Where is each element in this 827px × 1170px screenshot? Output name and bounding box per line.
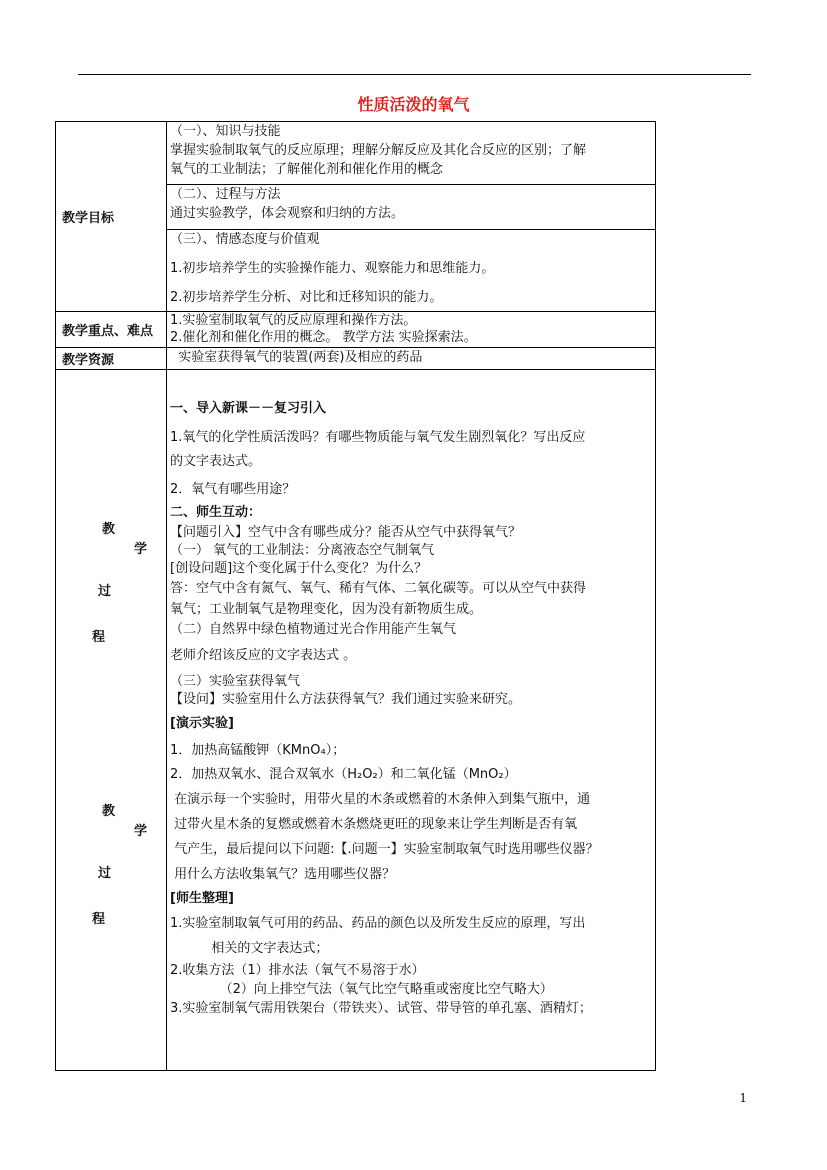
process-line: [师生整理] [170, 891, 234, 906]
goals-attitude-heading: （三）、情感态度与价值观 [170, 232, 320, 247]
process-label-char: 学 [134, 542, 148, 557]
process-label-char: 过 [98, 866, 112, 881]
process-label-char: 过 [98, 584, 112, 599]
goals-attitude-line: 1.初步培养学生的实验操作能力、观察能力和思维能力。 [170, 261, 495, 276]
process-line: 1.氧气的化学性质活泼吗？有哪些物质能与氧气发生剧烈氧化？写出反应 [170, 430, 586, 445]
process-line: [创设问题]这个变化属于什么变化？为什么？ [170, 561, 428, 576]
process-label-char: 教 [102, 804, 116, 819]
process-line: 过带火星木条的复燃或燃着木条燃烧更旺的现象来让学生判断是否有氧 [170, 817, 578, 832]
process-line: [演示实验] [170, 716, 234, 731]
goals-label: 教学目标 [56, 122, 167, 312]
key-points-label: 教学重点、难点 [56, 312, 167, 348]
process-line: 一、导入新课－－复习引入 [170, 401, 327, 416]
process-line: 【问题引入】空气中含有哪些成分？能否从空气中获得氧气？ [170, 525, 522, 540]
key-points-line: 2.催化剂和催化作用的概念。 教学方法 实验探索法。 [170, 330, 477, 345]
process-line: 在演示每一个实验时，用带火星的木条或燃着的木条伸入到集气瓶中，通 [170, 792, 591, 807]
lesson-plan-table [55, 121, 656, 1071]
process-label-char: 教 [102, 522, 116, 537]
process-line: 氧气；工业制氧气是物理变化，因为没有新物质生成。 [170, 602, 483, 617]
header-rule [78, 74, 751, 75]
resources-text: 实验室获得氧气的装置(两套)及相应的药品 [170, 350, 423, 365]
process-line: 1．加热高锰酸钾（KMnO₄）； [170, 743, 346, 758]
process-line: 气产生，最后提问以下问题:【.问题一】实验室制取氧气时选用哪些仪器？ [170, 842, 599, 857]
process-line: 相关的文字表达式； [170, 941, 329, 956]
process-line: （三）实验室获得氧气 [170, 674, 301, 689]
goals-process-heading: （二）、过程与方法 [170, 187, 281, 202]
process-row [56, 370, 656, 1071]
resources-label: 教学资源 [56, 348, 167, 370]
process-line: 二、师生互动： [170, 505, 262, 520]
process-line: 用什么方法收集氧气？选用哪些仪器？ [170, 867, 396, 882]
page-number: 1 [739, 1091, 747, 1105]
process-line: 的文字表达式。 [170, 454, 262, 469]
goals-knowledge-row [56, 122, 656, 185]
process-line: 3.实验室制氧气需用铁架台（带铁夹）、试管、带导管的单孔塞、酒精灯； [170, 1001, 592, 1016]
process-line: 2．氧气有哪些用途？ [170, 482, 296, 497]
process-line: 1.实验室制取氧气可用的药品、药品的颜色以及所发生反应的原理，写出 [170, 916, 586, 931]
process-label-char: 程 [92, 912, 106, 927]
process-line: 【设问】实验室用什么方法获得氧气？我们通过实验来研究。 [170, 692, 522, 707]
process-line: （二）自然界中绿色植物通过光合作用能产生氧气 [170, 622, 457, 637]
process-line: 老师介绍该反应的文字表达式 。 [170, 648, 357, 663]
goals-attitude-line: 2.初步培养学生分析、对比和迁移知识的能力。 [170, 290, 443, 305]
process-label-char: 学 [134, 824, 148, 839]
goals-process-line: 通过实验教学，体会观察和归纳的方法。 [170, 206, 405, 221]
process-line: （一） 氧气的工业制法：分离液态空气制氧气 [170, 543, 435, 558]
goals-knowledge-line: 氧气的工业制法；了解催化剂和催化作用的概念 [170, 162, 444, 177]
goals-knowledge-heading: （一）、知识与技能 [170, 124, 281, 139]
process-line: 2．加热双氧水、混合双氧水（H₂O₂）和二氧化锰（MnO₂） [170, 767, 517, 782]
process-label-char: 程 [92, 630, 106, 645]
process-line: 答：空气中含有氮气、氧气、稀有气体、二氧化碳等。可以从空气中获得 [170, 581, 587, 596]
goals-knowledge-line: 掌握实验制取氧气的反应原理；理解分解反应及其化合反应的区别；了解 [170, 143, 587, 158]
key-points-line: 1.实验室制取氧气的反应原理和操作方法。 [170, 313, 417, 328]
resources-row [56, 348, 656, 370]
key-points-row [56, 312, 656, 348]
document-title: 性质活泼的氧气 [357, 95, 470, 114]
process-line: 2.收集方法（1）排水法（氧气不易溶于水） [170, 963, 425, 978]
process-line: （2）向上排空气法（氧气比空气略重或密度比空气略大） [170, 982, 553, 997]
